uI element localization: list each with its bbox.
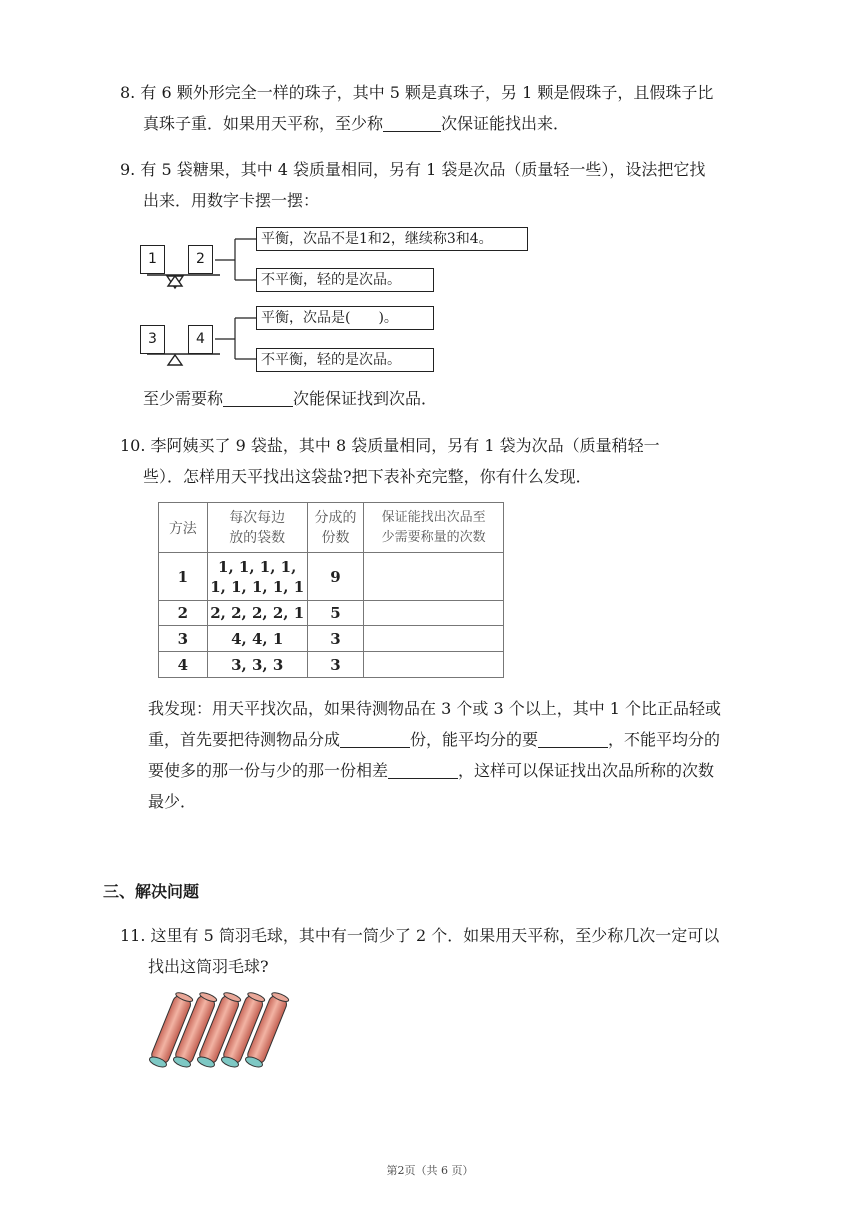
q9-question-b: 次能保证找到次品．: [293, 389, 438, 408]
header-method: 方法: [159, 503, 208, 553]
table-header-row: [159, 503, 504, 553]
row-times-cell[interactable]: [364, 652, 504, 678]
q11-line-1: 11. 这里有 5 筒羽毛球，其中有一筒少了 2 个．如果用天平称，至少称几次一定可以: [120, 926, 720, 945]
q8-answer-blank[interactable]: [383, 115, 441, 132]
result-box-unbalanced-1: 不平衡，轻的是次品。: [256, 268, 434, 292]
row-method: 4: [159, 652, 208, 678]
result-box-unbalanced-2: 不平衡，轻的是次品。: [256, 348, 434, 372]
header-times: 保证能找出次品至 少需要称量的次数: [364, 503, 504, 553]
table-row: [159, 652, 504, 678]
row-parts: 5: [307, 601, 364, 626]
card-2: 2: [188, 245, 213, 274]
weighing-table: [158, 502, 504, 678]
result-box-balanced-1: 平衡，次品不是1和2，继续称3和4。: [256, 227, 528, 251]
q8-text-a: 真珠子重．如果用天平称，至少称: [143, 114, 384, 133]
table-row: [159, 626, 504, 652]
q8-line-1: 8. 有 6 颗外形完全一样的珠子，其中 5 颗是真珠子，另 1 颗是假珠子，且假珠子比: [120, 83, 714, 102]
result-box-balanced-2: 平衡，次品是( )。: [256, 306, 434, 330]
row-method: 1: [159, 553, 208, 601]
q10-line-1: 10. 李阿姨买了 9 袋盐，其中 8 袋质量相同，另有 1 袋为次品（质量稍轻一: [120, 436, 660, 455]
section-title: 三、解决问题: [103, 882, 200, 901]
q10-blank-parts[interactable]: [340, 731, 410, 748]
q10-finding-3: [148, 760, 714, 782]
page-footer: 第2页（共 6 页）: [386, 1164, 474, 1177]
q10-blank-diff[interactable]: [388, 762, 458, 779]
row-method: 3: [159, 626, 208, 652]
q10-finding-4: 最少．: [148, 792, 197, 811]
q10-blank-even[interactable]: [538, 731, 608, 748]
q8-text-b: 次保证能找出来．: [441, 114, 570, 133]
row-parts: 3: [307, 652, 364, 678]
row-times-cell[interactable]: [364, 601, 504, 626]
q10-finding-2c: ，不能平均分的: [608, 730, 721, 749]
q10-finding-2b: 份，能平均分的要: [410, 730, 539, 749]
table-row: [159, 553, 504, 601]
row-bags: 3, 3, 3: [207, 652, 307, 678]
q9-question-a: 至少需要称: [143, 389, 224, 408]
q9-line-2: 出来．用数字卡摆一摆：: [143, 191, 320, 210]
q9-answer-blank[interactable]: [223, 390, 293, 407]
card-1: 1: [140, 245, 165, 274]
row-bags: 4, 4, 1: [207, 626, 307, 652]
header-bags: 每次每边 放的袋数: [207, 503, 307, 553]
q10-finding-2a: 重，首先要把待测物品分成: [148, 730, 341, 749]
q10-finding-3a: 要使多的那一份与少的那一份相差: [148, 761, 389, 780]
row-times-cell[interactable]: [364, 626, 504, 652]
header-parts: 分成的 份数: [307, 503, 364, 553]
shuttlecock-tubes-illustration: [140, 990, 300, 1074]
q10-finding-1: 我发现：用天平找次品，如果待测物品在 3 个或 3 个以上，其中 1 个比正品轻或: [148, 699, 722, 718]
row-bags: 1, 1, 1, 1, 1, 1, 1, 1, 1: [207, 553, 307, 601]
q9-line-1: 9. 有 5 袋糖果，其中 4 袋质量相同，另有 1 袋是次品（质量轻一些），设法把它找: [120, 160, 706, 179]
row-method: 2: [159, 601, 208, 626]
row-bags: 2, 2, 2, 2, 1: [207, 601, 307, 626]
card-3: 3: [140, 325, 165, 354]
q10-finding-3b: ，这样可以保证找出次品所称的次数: [458, 761, 715, 780]
q10-line-2: 些）．怎样用天平找出这袋盐?把下表补充完整，你有什么发现．: [143, 467, 592, 486]
q11-line-2: 找出这筒羽毛球?: [148, 957, 269, 976]
card-4: 4: [188, 325, 213, 354]
q8-line-2: [143, 113, 569, 135]
q9-question: [143, 388, 437, 410]
row-parts: 9: [307, 553, 364, 601]
row-times-cell[interactable]: [364, 553, 504, 601]
table-row: [159, 601, 504, 626]
row-parts: 3: [307, 626, 364, 652]
q10-finding-2: [148, 729, 720, 751]
